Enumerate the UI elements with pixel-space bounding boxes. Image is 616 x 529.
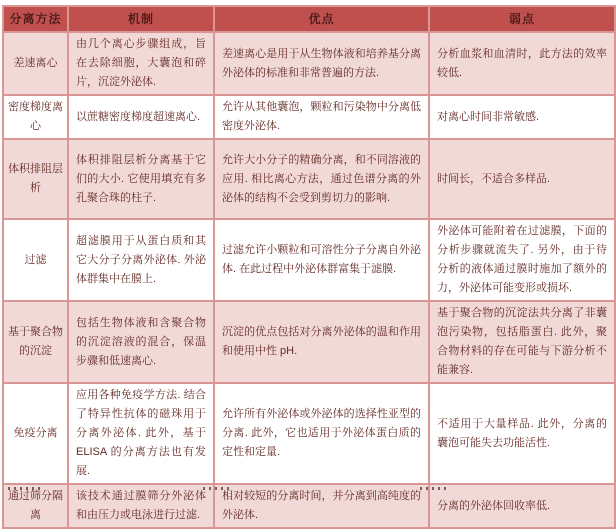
table-row — [3, 301, 615, 383]
clipped-text-marks — [203, 487, 233, 490]
advantage-cell: 相对较短的分离时间，并分离到高纯度的外泌体. — [214, 484, 429, 528]
table-row — [3, 95, 615, 139]
mechanism-cell: 体积排阻层析分离基于它们的大小. 它使用填充有多孔聚合珠的柱子. — [68, 139, 214, 219]
header-advantage: 优点 — [214, 6, 429, 32]
table-body — [3, 32, 615, 528]
table-row — [3, 383, 615, 484]
method-cell: 差速离心 — [3, 32, 68, 95]
header-method: 分离方法 — [3, 6, 68, 32]
method-cell: 基于聚合物的沉淀 — [3, 301, 68, 383]
weakness-cell: 基于聚合物的沉淀法共分离了非囊泡污染物，包括脂蛋白. 此外，聚合物材料的存在可能与下游分析不能兼容. — [429, 301, 615, 383]
weakness-cell: 分析血浆和血清时，此方法的效率较低. — [429, 32, 615, 95]
separation-methods-table — [2, 5, 616, 529]
clipped-text-marks — [8, 487, 42, 490]
clipped-text-marks — [420, 487, 448, 490]
mechanism-cell: 超滤膜用于从蛋白质和其它大分子分离外泌体. 外泌体群集中在膜上. — [68, 219, 214, 301]
method-cell: 通过筛分隔离 — [3, 484, 68, 528]
clipped-caption-fragment — [0, 486, 616, 491]
weakness-cell: 外泌体可能附着在过滤膜，下面的分析步骤就流失了. 另外，由于待分析的液体通过膜时施加了额外的力，外泌体可能变形或损坏. — [429, 219, 615, 301]
table-row — [3, 32, 615, 95]
advantage-cell: 过滤允许小颗粒和可溶性分子分离自外泌体. 在此过程中外泌体群富集于滤膜. — [214, 219, 429, 301]
mechanism-cell: 以蔗糖密度梯度超速离心. — [68, 95, 214, 139]
advantage-cell: 沉淀的优点包括对分离外泌体的温和作用和使用中性 pH. — [214, 301, 429, 383]
advantage-cell: 允许从其他囊泡，颗粒和污染物中分离低密度外泌体. — [214, 95, 429, 139]
header-weakness: 弱点 — [429, 6, 615, 32]
mechanism-cell: 该技术通过膜筛分外泌体和由压力或电泳进行过滤. — [68, 484, 214, 528]
weakness-cell: 分离的外泌体回收率低. — [429, 484, 615, 528]
method-cell: 免疫分离 — [3, 383, 68, 484]
advantage-cell: 差速离心是用于从生物体液和培养基分离外泌体的标准和非常普遍的方法. — [214, 32, 429, 95]
weakness-cell: 时间长，不适合多样品. — [429, 139, 615, 219]
method-cell: 体积排阻层析 — [3, 139, 68, 219]
mechanism-cell: 包括生物体液和含聚合物的沉淀溶液的混合，保温步骤和低速离心. — [68, 301, 214, 383]
table-row — [3, 139, 615, 219]
advantage-cell: 允许所有外泌体或外泌体的选择性亚型的分离. 此外，它也适用于外泌体蛋白质的定性和定量. — [214, 383, 429, 484]
method-cell: 密度梯度离心 — [3, 95, 68, 139]
weakness-cell: 对离心时间非常敏感. — [429, 95, 615, 139]
weakness-cell: 不适用于大量样品. 此外，分离的囊泡可能失去功能活性. — [429, 383, 615, 484]
method-cell: 过滤 — [3, 219, 68, 301]
header-row — [3, 6, 615, 32]
mechanism-cell: 应用各种免疫学方法. 结合了特异性抗体的磁珠用于分离外泌体. 此外，基于 ELISA 的分离方法也有发展. — [68, 383, 214, 484]
advantage-cell: 允许大小分子的精确分离，和不同溶液的应用. 相比离心方法，通过色谱分离的外泌体的结构不会受到剪切力的影响. — [214, 139, 429, 219]
mechanism-cell: 由几个离心步骤组成，旨在去除细胞，大囊泡和碎片，沉淀外泌体. — [68, 32, 214, 95]
header-mechanism: 机制 — [68, 6, 214, 32]
table-row — [3, 219, 615, 301]
